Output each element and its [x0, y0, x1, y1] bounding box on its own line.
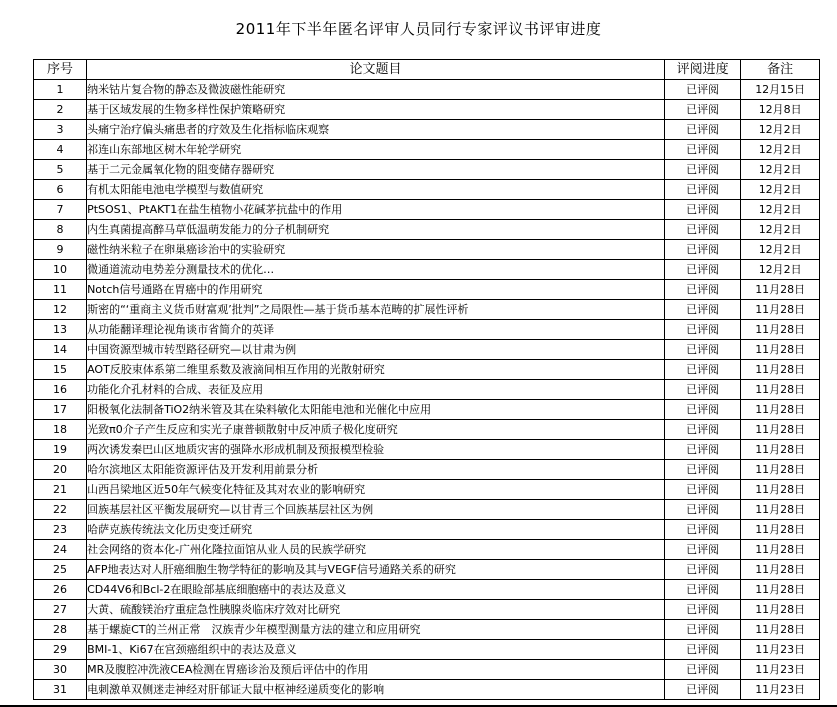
table-row [34, 380, 820, 400]
review-date: 11月23日 [741, 640, 820, 660]
table-row [34, 140, 820, 160]
table-row [34, 420, 820, 440]
review-date: 11月28日 [741, 340, 820, 360]
paper-title: CD44V6和Bcl-2在眼睑部基底细胞癌中的表达及意义 [87, 580, 665, 600]
review-status: 已评阅 [664, 520, 741, 540]
table-row [34, 340, 820, 360]
review-status: 已评阅 [664, 300, 741, 320]
row-number: 28 [34, 620, 87, 640]
review-status: 已评阅 [664, 200, 741, 220]
table-row [34, 500, 820, 520]
review-status: 已评阅 [664, 360, 741, 380]
review-status: 已评阅 [664, 480, 741, 500]
row-number: 8 [34, 220, 87, 240]
paper-title: 功能化介孔材料的合成、表征及应用 [87, 380, 665, 400]
review-date: 11月28日 [741, 580, 820, 600]
paper-title: 回族基层社区平衡发展研究—以甘青三个回族基层社区为例 [87, 500, 665, 520]
row-number: 27 [34, 600, 87, 620]
review-date: 11月28日 [741, 280, 820, 300]
paper-title: 祁连山东部地区树木年轮学研究 [87, 140, 665, 160]
paper-title: 两次诱发秦巴山区地质灾害的强降水形成机制及预报模型检验 [87, 440, 665, 460]
paper-title: 光致π0介子产生反应和实光子康普顿散射中反冲质子极化度研究 [87, 420, 665, 440]
table-row [34, 180, 820, 200]
review-date: 11月28日 [741, 600, 820, 620]
row-number: 29 [34, 640, 87, 660]
review-date: 11月23日 [741, 680, 820, 700]
review-date: 11月28日 [741, 520, 820, 540]
review-date: 11月28日 [741, 560, 820, 580]
paper-title: 中国资源型城市转型路径研究—以甘肃为例 [87, 340, 665, 360]
review-status: 已评阅 [664, 540, 741, 560]
review-date: 12月2日 [741, 180, 820, 200]
row-number: 18 [34, 420, 87, 440]
table-row [34, 300, 820, 320]
row-number: 15 [34, 360, 87, 380]
review-status: 已评阅 [664, 320, 741, 340]
review-date: 11月28日 [741, 620, 820, 640]
paper-title: MR及腹腔冲洗液CEA检测在胃癌诊治及预后评估中的作用 [87, 660, 665, 680]
row-number: 3 [34, 120, 87, 140]
review-date: 12月2日 [741, 260, 820, 280]
review-status: 已评阅 [664, 120, 741, 140]
paper-title: Notch信号通路在胃癌中的作用研究 [87, 280, 665, 300]
review-progress-table [33, 59, 820, 700]
paper-title: 磁性纳米粒子在卵巢癌诊治中的实验研究 [87, 240, 665, 260]
review-status: 已评阅 [664, 640, 741, 660]
table-row [34, 240, 820, 260]
review-date: 12月2日 [741, 140, 820, 160]
paper-title: 基于螺旋CT的兰州正常 汉族青少年模型测量方法的建立和应用研究 [87, 620, 665, 640]
paper-title: AOT反胶束体系第二维里系数及液滴间相互作用的光散射研究 [87, 360, 665, 380]
review-date: 12月2日 [741, 120, 820, 140]
table-row [34, 280, 820, 300]
table-row [34, 480, 820, 500]
row-number: 9 [34, 240, 87, 260]
table-header-row [34, 60, 820, 80]
header-status: 评阅进度 [664, 60, 741, 80]
table-row [34, 580, 820, 600]
row-number: 4 [34, 140, 87, 160]
row-number: 13 [34, 320, 87, 340]
row-number: 1 [34, 80, 87, 100]
review-status: 已评阅 [664, 420, 741, 440]
review-date: 11月28日 [741, 500, 820, 520]
row-number: 26 [34, 580, 87, 600]
review-status: 已评阅 [664, 600, 741, 620]
table-row [34, 100, 820, 120]
table-row [34, 680, 820, 700]
review-status: 已评阅 [664, 240, 741, 260]
review-status: 已评阅 [664, 340, 741, 360]
row-number: 25 [34, 560, 87, 580]
review-date: 12月2日 [741, 220, 820, 240]
header-title: 论文题目 [87, 60, 665, 80]
row-number: 14 [34, 340, 87, 360]
review-date: 12月8日 [741, 100, 820, 120]
row-number: 10 [34, 260, 87, 280]
review-date: 11月28日 [741, 420, 820, 440]
review-status: 已评阅 [664, 580, 741, 600]
review-date: 12月15日 [741, 80, 820, 100]
paper-title: 阳极氧化法制备TiO2纳米管及其在染料敏化太阳能电池和光催化中应用 [87, 400, 665, 420]
row-number: 30 [34, 660, 87, 680]
review-date: 11月28日 [741, 400, 820, 420]
review-date: 11月28日 [741, 440, 820, 460]
review-status: 已评阅 [664, 380, 741, 400]
paper-title: 大黄、硫酸镁治疗重症急性胰腺炎临床疗效对比研究 [87, 600, 665, 620]
row-number: 16 [34, 380, 87, 400]
row-number: 20 [34, 460, 87, 480]
row-number: 5 [34, 160, 87, 180]
row-number: 21 [34, 480, 87, 500]
review-date: 12月2日 [741, 200, 820, 220]
review-status: 已评阅 [664, 460, 741, 480]
review-status: 已评阅 [664, 140, 741, 160]
row-number: 17 [34, 400, 87, 420]
paper-title: 有机太阳能电池电学模型与数值研究 [87, 180, 665, 200]
paper-title: AFP地表达对人肝癌细胞生物学特征的影响及其与VEGF信号通路关系的研究 [87, 560, 665, 580]
table-row [34, 540, 820, 560]
paper-title: 哈萨克族传统法文化历史变迁研究 [87, 520, 665, 540]
row-number: 2 [34, 100, 87, 120]
paper-title: 纳米钴片复合物的静态及微波磁性能研究 [87, 80, 665, 100]
table-body [34, 80, 820, 700]
review-status: 已评阅 [664, 80, 741, 100]
row-number: 11 [34, 280, 87, 300]
review-date: 11月28日 [741, 300, 820, 320]
review-date: 11月28日 [741, 540, 820, 560]
review-status: 已评阅 [664, 680, 741, 700]
table-row [34, 200, 820, 220]
review-status: 已评阅 [664, 620, 741, 640]
review-status: 已评阅 [664, 160, 741, 180]
table-row [34, 600, 820, 620]
paper-title: 头痛宁治疗偏头痛患者的疗效及生化指标临床观察 [87, 120, 665, 140]
review-status: 已评阅 [664, 400, 741, 420]
row-number: 7 [34, 200, 87, 220]
review-date: 12月2日 [741, 160, 820, 180]
paper-title: 山西吕梁地区近50年气候变化特征及其对农业的影响研究 [87, 480, 665, 500]
paper-title: 内生真菌提高醉马草低温萌发能力的分子机制研究 [87, 220, 665, 240]
table-row [34, 320, 820, 340]
table-row [34, 460, 820, 480]
header-no: 序号 [34, 60, 87, 80]
review-status: 已评阅 [664, 220, 741, 240]
row-number: 31 [34, 680, 87, 700]
review-status: 已评阅 [664, 260, 741, 280]
table-row [34, 440, 820, 460]
review-status: 已评阅 [664, 440, 741, 460]
paper-title: 电刺激单双侧迷走神经对肝郁证大鼠中枢神经递质变化的影响 [87, 680, 665, 700]
review-date: 11月28日 [741, 480, 820, 500]
review-status: 已评阅 [664, 560, 741, 580]
table-row [34, 80, 820, 100]
review-date: 12月2日 [741, 240, 820, 260]
paper-title: PtSOS1、PtAKT1在盐生植物小花碱茅抗盐中的作用 [87, 200, 665, 220]
row-number: 19 [34, 440, 87, 460]
row-number: 6 [34, 180, 87, 200]
table-row [34, 260, 820, 280]
row-number: 24 [34, 540, 87, 560]
review-status: 已评阅 [664, 180, 741, 200]
review-date: 11月28日 [741, 320, 820, 340]
table-row [34, 120, 820, 140]
table-row [34, 160, 820, 180]
review-status: 已评阅 [664, 280, 741, 300]
paper-title: 从功能翻译理论视角谈市省简介的英译 [87, 320, 665, 340]
table-row [34, 520, 820, 540]
paper-title: 基于二元金属氧化物的阻变储存器研究 [87, 160, 665, 180]
review-date: 11月28日 [741, 360, 820, 380]
review-date: 11月28日 [741, 460, 820, 480]
paper-title: 基于区域发展的生物多样性保护策略研究 [87, 100, 665, 120]
table-row [34, 400, 820, 420]
table-row [34, 640, 820, 660]
row-number: 12 [34, 300, 87, 320]
paper-title: BMI-1、Ki67在宫颈癌组织中的表达及意义 [87, 640, 665, 660]
table-row [34, 360, 820, 380]
review-date: 11月28日 [741, 380, 820, 400]
paper-title: 哈尔滨地区太阳能资源评估及开发利用前景分析 [87, 460, 665, 480]
review-status: 已评阅 [664, 500, 741, 520]
paper-title: 社会网络的资本化-广州化隆拉面馆从业人员的民族学研究 [87, 540, 665, 560]
page-title: 2011年下半年匿名评审人员同行专家评议书评审进度 [235, 20, 602, 38]
review-status: 已评阅 [664, 660, 741, 680]
review-date: 11月23日 [741, 660, 820, 680]
paper-title: 斯密的“‘重商主义货币财富观’批判”之局限性—基于货币基本范畴的扩展性评析 [87, 300, 665, 320]
table-row [34, 220, 820, 240]
paper-title: 微通道流动电势差分测量技术的优化… [87, 260, 665, 280]
review-status: 已评阅 [664, 100, 741, 120]
row-number: 23 [34, 520, 87, 540]
table-row [34, 560, 820, 580]
row-number: 22 [34, 500, 87, 520]
table-row [34, 620, 820, 640]
table-row [34, 660, 820, 680]
header-note: 备注 [741, 60, 820, 80]
